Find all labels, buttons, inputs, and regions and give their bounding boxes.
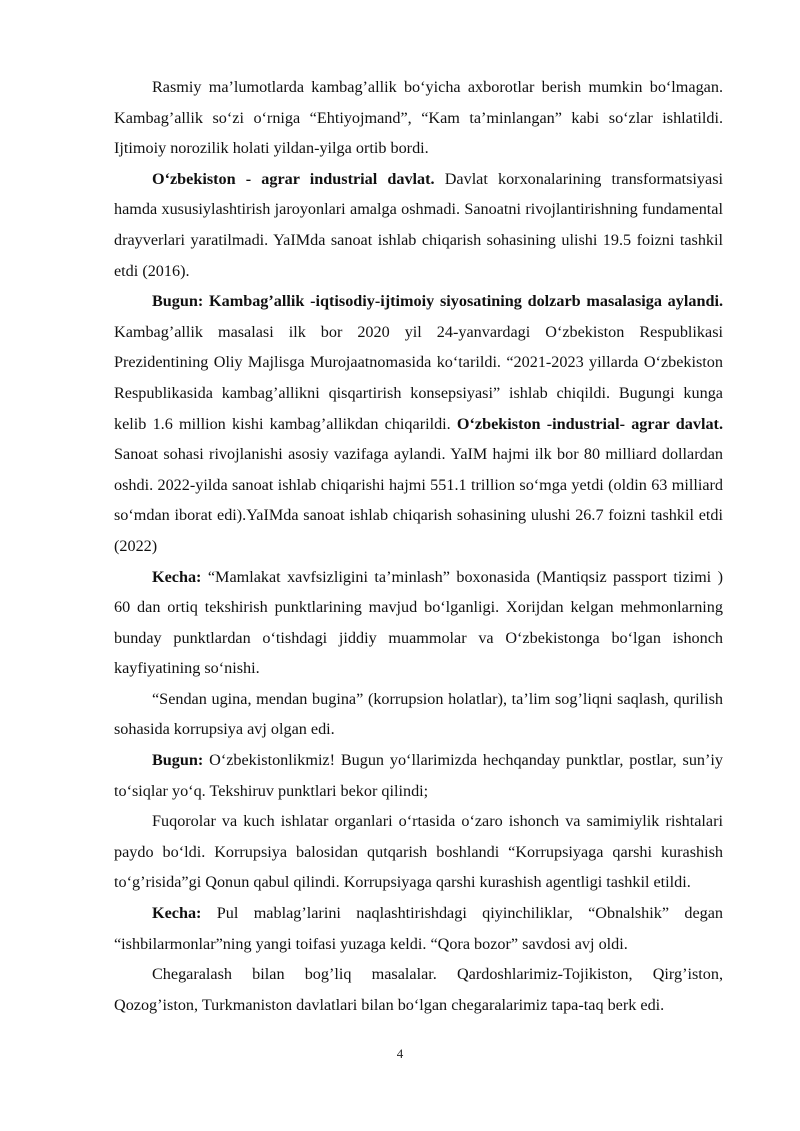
paragraph-text: Chegaralash bilan bog’liq masalalar. Qardoshlarimiz-Tojikiston, Qirg’iston, Qozog’iston, Turkmaniston davlatlari bilan bo‘lgan chegaralarimiz tapa-taq berk edi. bbox=[114, 965, 723, 1014]
paragraph-8 bbox=[114, 898, 723, 959]
paragraph-text: Kambag’allik masalasi ilk bor 2020 yil 24-yanvardagi O‘zbekiston Respublikasi Prezidentining Oliy Majlisga Murojaatnomasida ko‘tarildi. “2021-2023 yillarda O‘zbekiston Respublikasida kambag’allikni qisqartirish konsepsiyasi” ishlab chiqildi. Bugungi kunga kelib 1.6 million kishi kambag’allikdan chiqarildi. bbox=[114, 322, 723, 433]
document-body bbox=[114, 72, 723, 1020]
paragraph-text: Fuqorolar va kuch ishlatar organlari o‘rtasida o‘zaro ishonch va samimiylik rishtalari paydo bo‘ldi. Korrupsiya balosidan qutqarish boshlandi “Korrupsiyaga qarshi kurashish to‘g’risida”gi Qonun qabul qilindi. Korrupsiyaga qarshi kurashish agentligi tashkil etildi. bbox=[114, 812, 723, 892]
paragraph-1 bbox=[114, 72, 723, 164]
page-number: 4 bbox=[396, 1046, 404, 1061]
paragraph-heading: Kecha: bbox=[152, 904, 202, 923]
paragraph-text: “Sendan ugina, mendan bugina” (korrupsion holatlar), ta’lim sog’liqni saqlash, qurilish sohasida korrupsiya avj olgan edi. bbox=[114, 689, 723, 739]
paragraph-heading: O‘zbekiston - agrar industrial davlat. bbox=[152, 169, 435, 188]
paragraph-9 bbox=[114, 959, 723, 1020]
paragraph-text: “Mamlakat xavfsizligini ta’minlash” boxonasida (Mantiqsiz passport tizimi ) 60 dan ortiq tekshirish punktlarining mavjud bo‘lganligi. Xorijdan kelgan mehmonlarning bunday punktlardan o‘tishdagi jiddiy muammolar va O‘zbekistonga bo‘lgan ishonch kayfiyatining so‘nishi. bbox=[114, 567, 723, 678]
paragraph-heading-inline: O‘zbekiston -industrial- agrar davlat. bbox=[456, 414, 723, 433]
paragraph-text: O‘zbekistonlikmiz! Bugun yo‘llarimizda hechqanday punktlar, postlar, sun’iy to‘siqlar yo‘q. Tekshiruv punktlari bekor qilindi; bbox=[114, 751, 723, 800]
paragraph-7 bbox=[114, 806, 723, 898]
paragraph-text: Pul mablag’larini naqlashtirishdagi qiyinchiliklar, “Obnalshik” degan “ishbilarmonlar”ning yangi toifasi yuzaga keldi. “Qora bozor” savdosi avj oldi. bbox=[114, 904, 723, 953]
paragraph-6 bbox=[114, 745, 723, 806]
paragraph-4 bbox=[114, 562, 723, 684]
paragraph-2 bbox=[114, 164, 723, 286]
paragraph-5 bbox=[114, 684, 723, 745]
paragraph-text-continued: Sanoat sohasi rivojlanishi asosiy vazifaga aylandi. YaIM hajmi ilk bor 80 milliard dollardan oshdi. 2022-yilda sanoat ishlab chiqarishi hajmi 551.1 trillion so‘mga yetdi (oldin 63 milliard so‘mdan iborat edi).YaIMda sanoat ishlab chiqarish sohasining ulushi 26.7 foizni tashkil etdi (2022) bbox=[114, 445, 723, 555]
paragraph-heading: Bugun: Kambag’allik -iqtisodiy-ijtimoiy siyosatining dolzarb masalasiga aylandi. bbox=[152, 292, 723, 311]
paragraph-heading: Kecha: bbox=[152, 567, 202, 586]
paragraph-3 bbox=[114, 286, 723, 561]
paragraph-heading: Bugun: bbox=[152, 751, 204, 770]
paragraph-text: Rasmiy ma’lumotlarda kambag’allik bo‘yicha axborotlar berish mumkin bo‘lmagan. Kambag’allik so‘zi o‘rniga “Ehtiyojmand”, “Kam ta’minlangan” kabi so‘zlar ishlatildi. Ijtimoiy norozilik holati yildan-yilga ortib bordi. bbox=[114, 78, 723, 158]
paragraph-text: Davlat korxonalarining transformatsiyasi hamda xususiylashtirish jaroyonlari amalga oshmadi. Sanoatni rivojlantirishning fundamental drayverlari yaratilmadi. YaIMda sanoat ishlab chiqarish sohasining ulishi 19.5 foizni tashkil etdi (2016). bbox=[114, 169, 724, 280]
